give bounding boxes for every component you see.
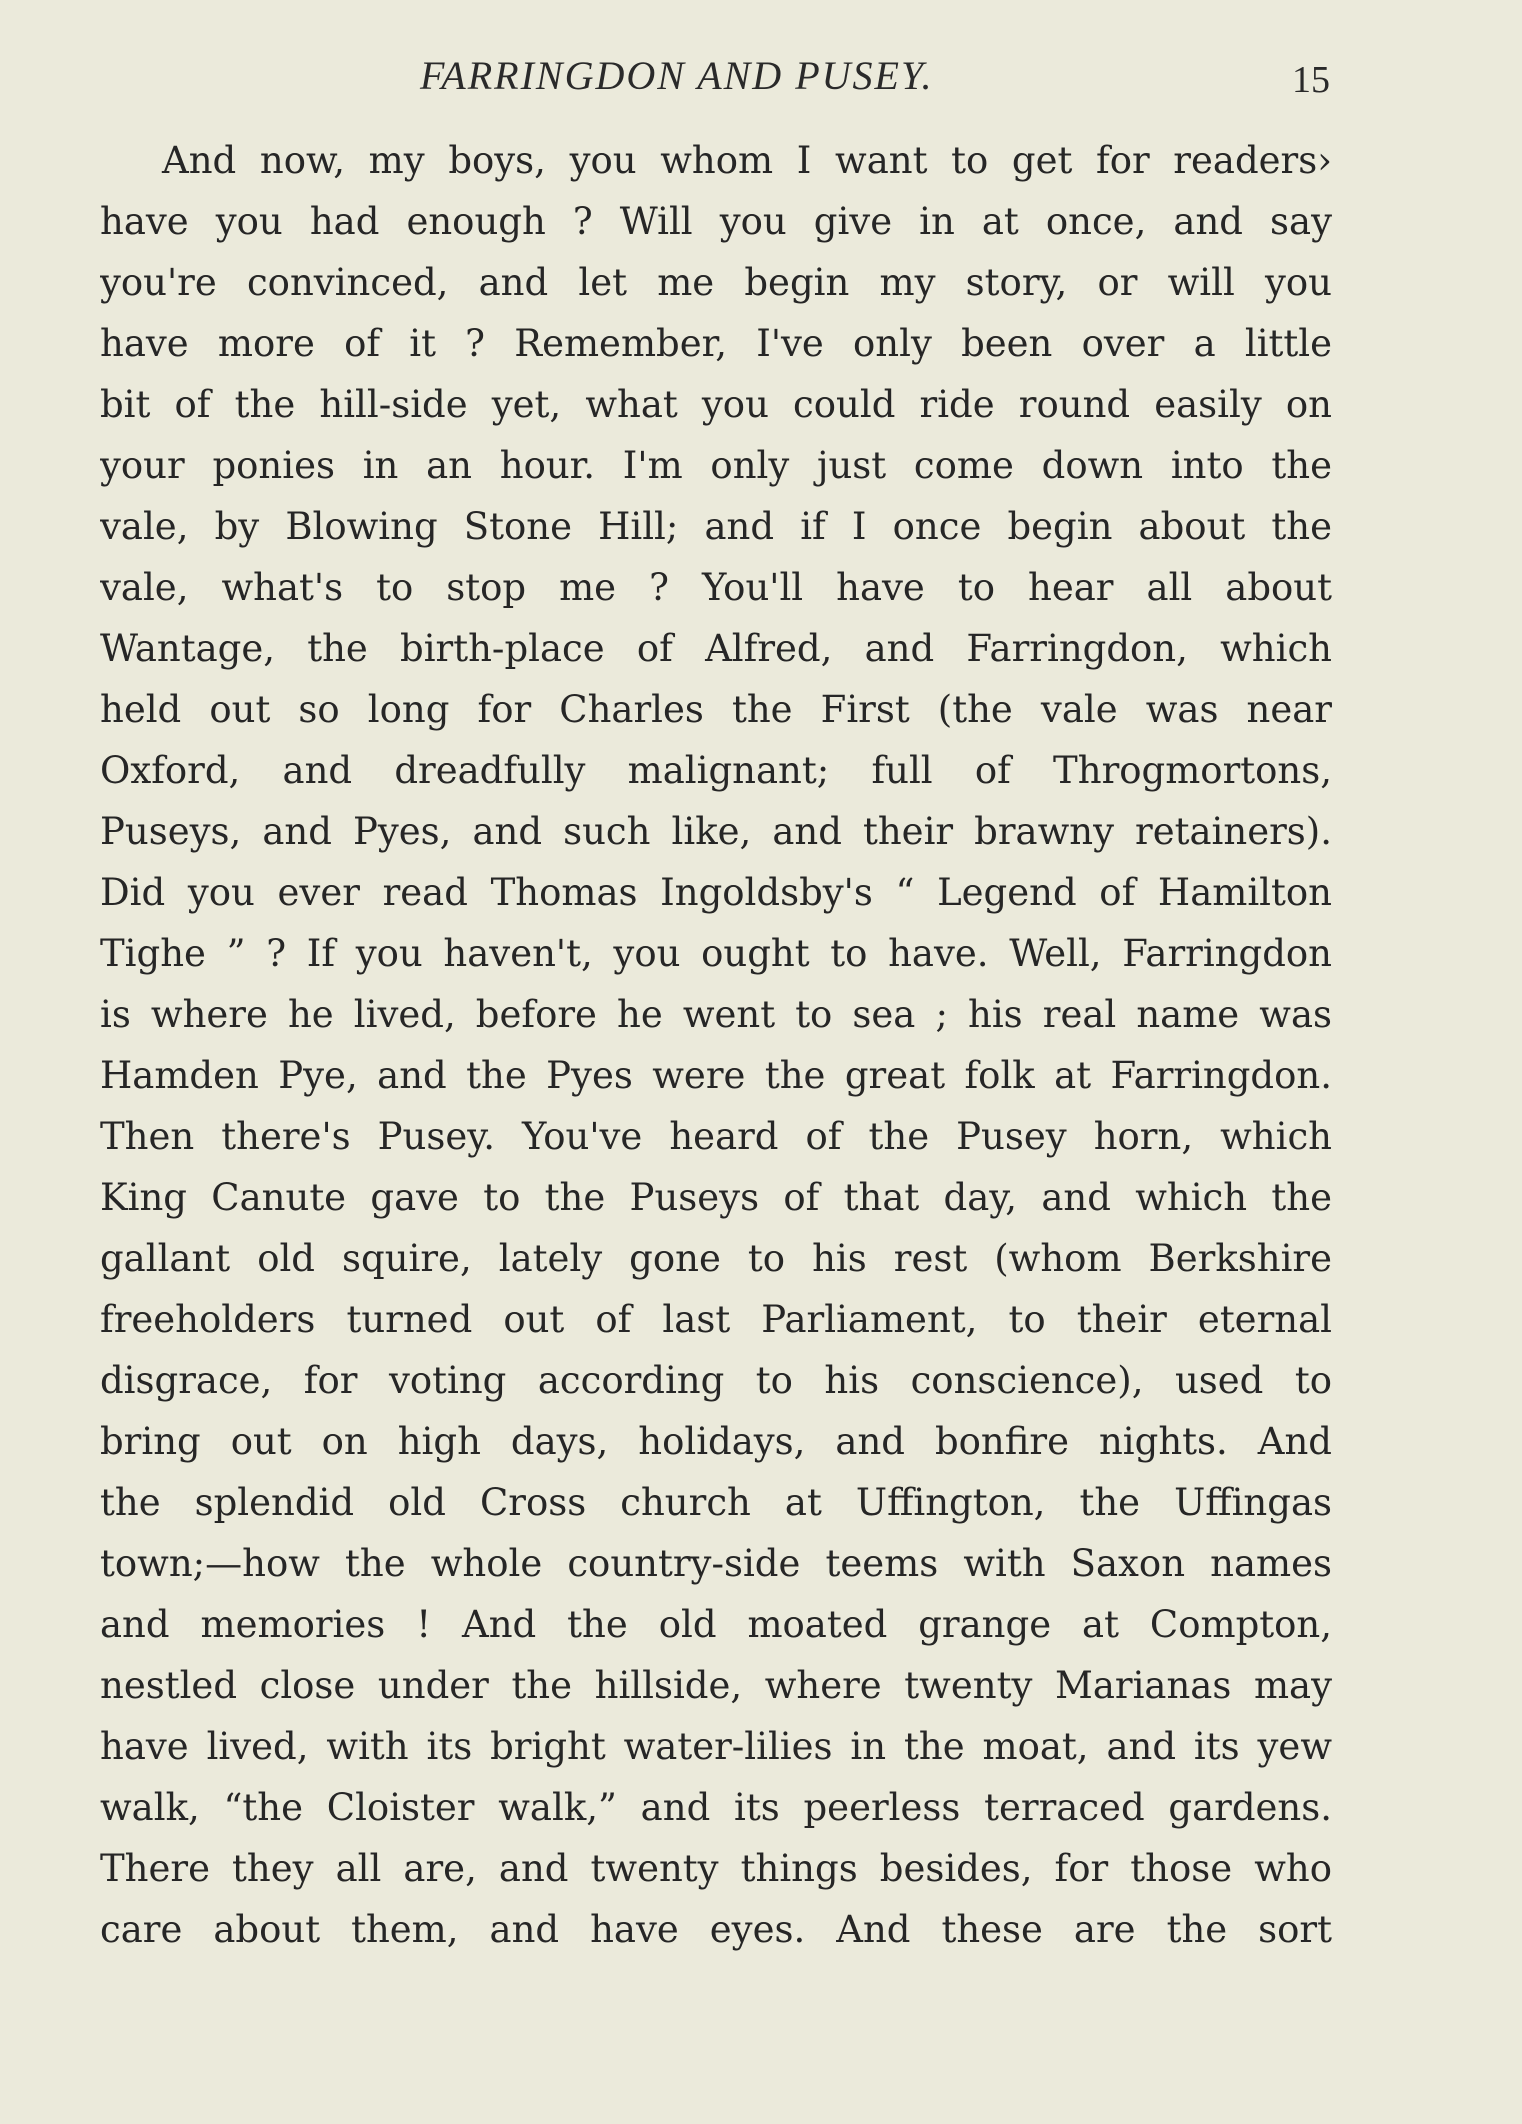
- text-line: Did you ever read Thomas Ingoldsby's “ Legend of Hamilton: [100, 871, 1332, 914]
- text-line: have more of it ? Remember, I've only been over a little: [100, 322, 1332, 365]
- text-line: is where he lived, before he went to sea ; his real name was: [100, 993, 1332, 1036]
- text-line: Oxford, and dreadfully malignant; full of Throgmortons,: [100, 749, 1332, 792]
- page-number: 15: [1292, 59, 1330, 101]
- text-line: Puseys, and Pyes, and such like, and their brawny retainers).: [100, 810, 1332, 853]
- text-line: Wantage, the birth-place of Alfred, and Farringdon, which: [100, 627, 1332, 670]
- text-line: There they all are, and twenty things besides, for those who: [100, 1847, 1332, 1890]
- text-line: freeholders turned out of last Parliament, to their eternal: [100, 1298, 1332, 1341]
- text-line: disgrace, for voting according to his conscience), used to: [100, 1359, 1332, 1402]
- text-line: town;—how the whole country-side teems with Saxon names: [100, 1542, 1332, 1585]
- text-line: care about them, and have eyes. And these are the sort: [100, 1908, 1332, 1951]
- text-line: have lived, with its bright water-lilies in the moat, and its yew: [100, 1725, 1332, 1768]
- text-line: bring out on high days, holidays, and bonfire nights. And: [100, 1420, 1332, 1463]
- text-line: King Canute gave to the Puseys of that day, and which the: [100, 1176, 1332, 1219]
- text-line: your ponies in an hour. I'm only just come down into the: [100, 444, 1332, 487]
- text-line: nestled close under the hillside, where twenty Marianas may: [100, 1664, 1332, 1707]
- text-line: And now, my boys, you whom I want to get for readers›: [162, 139, 1332, 182]
- text-line: and memories ! And the old moated grange at Compton,: [100, 1603, 1332, 1646]
- text-line: bit of the hill-side yet, what you could ride round easily on: [100, 383, 1332, 426]
- text-line: held out so long for Charles the First (the vale was near: [100, 688, 1332, 731]
- text-line: vale, by Blowing Stone Hill; and if I once begin about the: [100, 505, 1332, 548]
- text-line: Tighe ” ? If you haven't, you ought to have. Well, Farringdon: [100, 932, 1332, 975]
- text-line: you're convinced, and let me begin my story, or will you: [100, 261, 1332, 304]
- paragraph: [100, 130, 1332, 1960]
- text-line: Then there's Pusey. You've heard of the Pusey horn, which: [100, 1115, 1332, 1158]
- text-line: Hamden Pye, and the Pyes were the great folk at Farringdon.: [100, 1054, 1332, 1097]
- page-header: [0, 52, 1522, 112]
- text-line: the splendid old Cross church at Uffington, the Uffingas: [100, 1481, 1332, 1524]
- running-title: FARRINGDON AND PUSEY.: [420, 53, 934, 98]
- text-line: walk, “the Cloister walk,” and its peerless terraced gardens.: [100, 1786, 1332, 1829]
- text-line: have you had enough ? Will you give in at once, and say: [100, 200, 1332, 243]
- text-line: gallant old squire, lately gone to his rest (whom Berkshire: [100, 1237, 1332, 1280]
- text-line: vale, what's to stop me ? You'll have to hear all about: [100, 566, 1332, 609]
